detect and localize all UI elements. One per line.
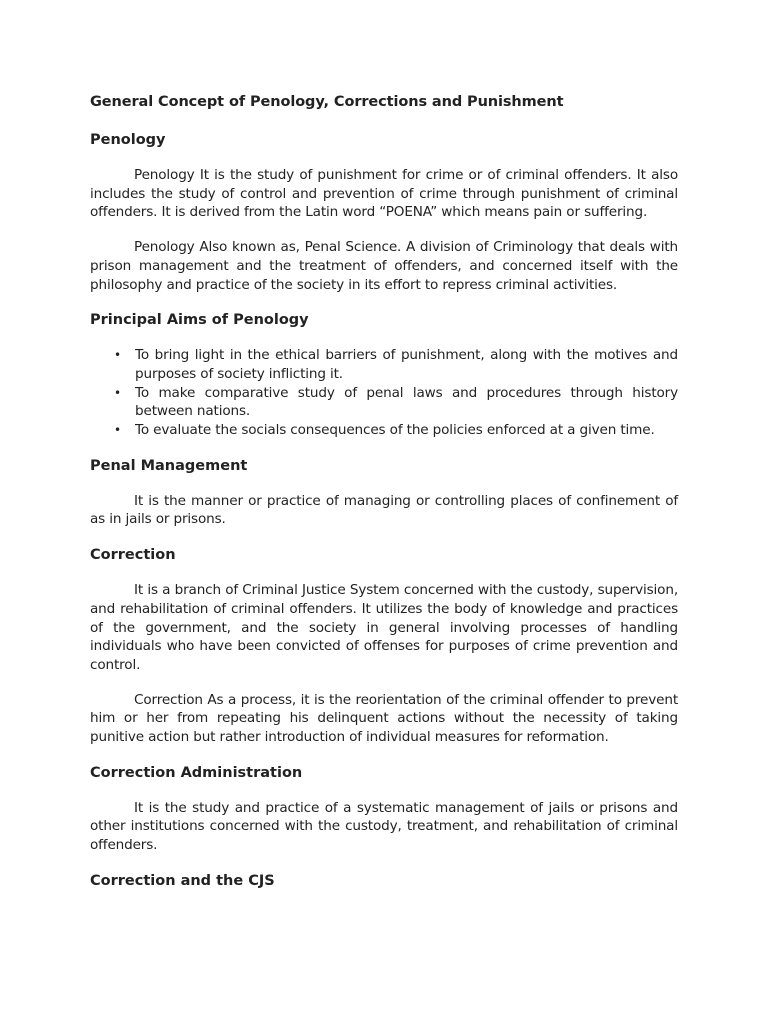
list-item: [90, 384, 678, 421]
heading-penology: Penology: [90, 132, 166, 148]
paragraph-correction-process: Correction As a process, it is the reorientation of the criminal offender to prevent him or her from repeating his delinquent actions without the necessity of taking punitive action but rather introduction of individual measures for reformation.: [90, 691, 678, 746]
heading-correction-administration: Correction Administration: [90, 764, 303, 781]
heading-principal-aims: Principal Aims of Penology: [90, 312, 309, 329]
bullet-icon: •: [114, 348, 121, 363]
heading-correction: Correction: [90, 547, 176, 564]
aims-bullet-list: [90, 346, 678, 440]
paragraph-penal-management: It is the manner or practice of managing or controlling places of confinement of as in jails or prisons.: [90, 492, 678, 528]
bullet-icon: •: [114, 423, 121, 438]
paragraph-correction-branch: It is a branch of Criminal Justice System concerned with the custody, supervision, and rehabilitation of criminal offenders. It utilizes the body of knowledge and practices of the government, and the society in general involving processes of handling individuals who have been convicted of offenses for purposes of crime prevention and control.: [90, 582, 678, 673]
paragraph-penology-definition: Penology It is the study of punishment for crime or of criminal offenders. It also includes the study of control and prevention of crime through punishment of criminal offenders. It is derived from the Latin word “POENA” which means pain or suffering.: [90, 167, 678, 221]
paragraph-penology-penal-science: Penology Also known as, Penal Science. A division of Criminology that deals with prison management and the treatment of offenders, and concerned itself with the philosophy and practice of the society in its effort to repress criminal activities.: [90, 239, 678, 293]
list-item: [90, 346, 678, 383]
document-title: General Concept of Penology, Corrections and Punishment: [90, 94, 564, 110]
paragraph-correction-administration: It is the study and practice of a systematic management of jails or prisons and other institutions concerned with the custody, treatment, and rehabilitation of criminal offenders.: [90, 799, 678, 854]
list-item-text: To bring light in the ethical barriers of punishment, along with the motives and purposes of society inflicting it.: [135, 347, 678, 382]
list-item: [90, 421, 678, 440]
bullet-icon: •: [114, 385, 121, 400]
heading-penal-management: Penal Management: [90, 457, 248, 474]
list-item-text: To make comparative study of penal laws and procedures through history between nations.: [135, 384, 678, 420]
heading-correction-and-cjs: Correction and the CJS: [90, 872, 275, 889]
list-item-text: To evaluate the socials consequences of the policies enforced at a given time.: [135, 422, 655, 439]
